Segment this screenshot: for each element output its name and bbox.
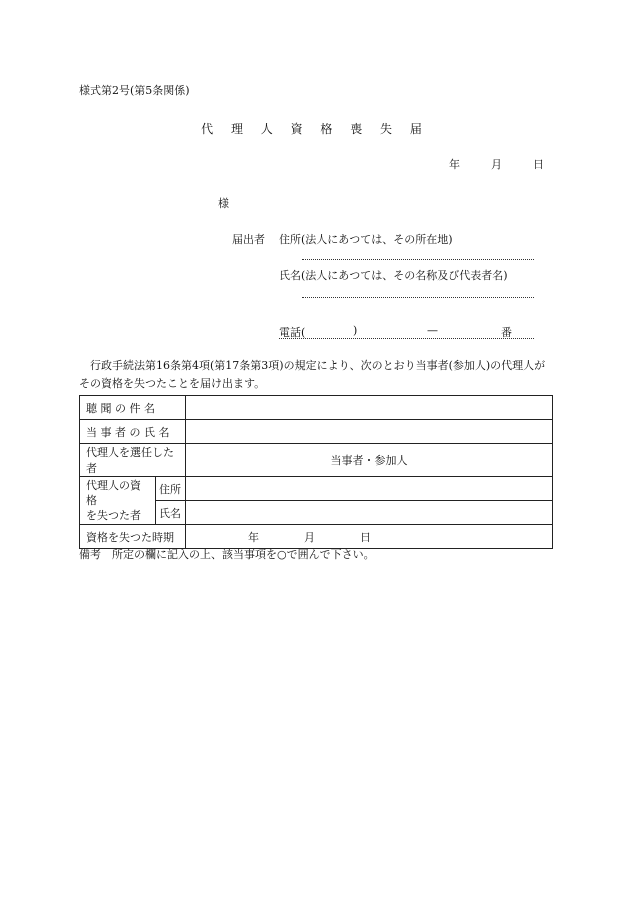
body-text: 行政手続法第16条第4項(第17条第3項)の規定により、次のとおり当事者(参加人)の代理人がその資格を失つたことを届け出ます。: [79, 359, 546, 390]
submission-date: [449, 156, 544, 172]
date-year: 年: [449, 158, 460, 171]
table-row: [80, 396, 553, 420]
phone-suffix: 番: [501, 326, 512, 339]
date-month: 月: [491, 158, 502, 171]
appointer-value[interactable]: 当事者・参加人: [186, 444, 553, 477]
lost-agent-name-label: 氏名: [156, 501, 186, 525]
remarks: 備考 所定の欄に記入の上、該当事項を○で囲んで下さい。: [79, 548, 375, 561]
document-title: 代 理 人 資 格 喪 失 届: [201, 122, 429, 136]
lost-agent-address-value[interactable]: [186, 477, 553, 501]
phone-field[interactable]: [279, 324, 534, 339]
lost-agent-label-line1: 代理人の資格: [86, 479, 141, 507]
lost-agent-address-label: 住所: [156, 477, 186, 501]
address-line[interactable]: [302, 259, 534, 260]
hearing-subject-label: 聴 聞 の 件 名: [80, 396, 186, 420]
table-row: [80, 444, 553, 477]
address-label: 住所(法人にあつては、その所在地): [279, 233, 453, 246]
party-name-label: 当 事 者 の 氏 名: [80, 420, 186, 444]
name-label: 氏名(法人にあつては、その名称及び代表者名): [279, 269, 508, 282]
loss-date-label: 資格を失つた時期: [80, 525, 186, 549]
appointer-label: 代理人を選任した者: [80, 444, 186, 477]
table-row: [80, 420, 553, 444]
form-number: 様式第2号(第5条関係): [79, 84, 190, 97]
hearing-subject-value[interactable]: [186, 396, 553, 420]
lost-agent-label: [80, 477, 156, 525]
name-line[interactable]: [302, 297, 534, 298]
lost-agent-label-line2: を失つた者: [86, 509, 141, 522]
date-day: 日: [533, 158, 544, 171]
phone-dash: —: [427, 324, 438, 337]
loss-date-value[interactable]: [186, 525, 553, 549]
notification-table: [79, 395, 553, 549]
lost-agent-name-value[interactable]: [186, 501, 553, 525]
table-row: [80, 477, 553, 501]
notifier-label: 届出者: [232, 233, 265, 246]
addressee-suffix: 様: [218, 197, 229, 210]
loss-date-month: 月: [304, 530, 315, 544]
phone-label: 電話(: [279, 326, 306, 339]
table-row: [80, 525, 553, 549]
party-name-value[interactable]: [186, 420, 553, 444]
phone-paren-close: ): [353, 324, 358, 337]
loss-date-year: 年: [248, 530, 259, 544]
loss-date-day: 日: [360, 530, 371, 544]
